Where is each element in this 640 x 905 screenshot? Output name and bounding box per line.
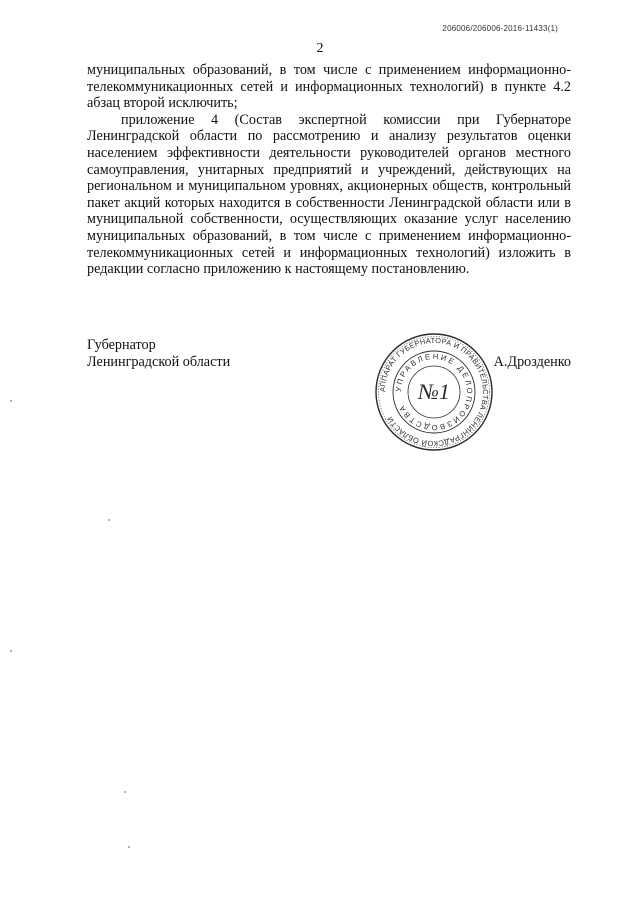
signatory-region: Ленинградской области	[87, 354, 231, 370]
signatory-name: А.Дрозденко	[493, 354, 571, 370]
scan-speck	[108, 519, 110, 521]
seal-inner-text: УПРАВЛЕНИЕ ДЕЛОПРОИЗВОДСТВА	[393, 351, 475, 433]
scan-speck	[128, 846, 130, 848]
seal-outer-text: АППАРАТ ГУБЕРНАТОРА И ПРАВИТЕЛЬСТВА ЛЕНИНГРАДСКОЙ ОБЛАСТИ	[377, 335, 491, 449]
scan-speck	[124, 791, 126, 793]
signatory-title: Губернатор	[87, 337, 156, 353]
paragraph-continuation: муниципальных образований, в том числе с применением информационно-телекоммуникационных сетей и информационных технологий) в пункте 4.2 абзац второй исключить;	[87, 62, 571, 112]
page-number: 2	[316, 41, 324, 56]
official-seal-stamp	[373, 331, 495, 453]
seal-number: №1	[418, 379, 450, 404]
scan-speck	[10, 650, 12, 652]
document-code: 206006/206006-2016-11433(1)	[442, 24, 558, 33]
scan-speck	[10, 400, 12, 402]
signature-block	[87, 337, 571, 371]
paragraph-appendix-4: приложение 4 (Состав экспертной комиссии при Губернаторе Ленинградской области по рассмотрению и анализу результатов оценки населением эффективности деятельности руководителей органов местного самоуправления, унитарных предприятий и учреждений, действующих на региональном и муниципальном уровнях, акционерных обществ, контрольный пакет акций которых находится в собственности Ленинградской области или в муниципальной собственности, осуществляющих оказание услуг населению муниципальных образований, в том числе с применением информационно-телекоммуникационных сетей и информационных технологий) изложить в редакции согласно приложению к настоящему постановлению.	[87, 111, 571, 278]
document-body	[87, 62, 571, 278]
